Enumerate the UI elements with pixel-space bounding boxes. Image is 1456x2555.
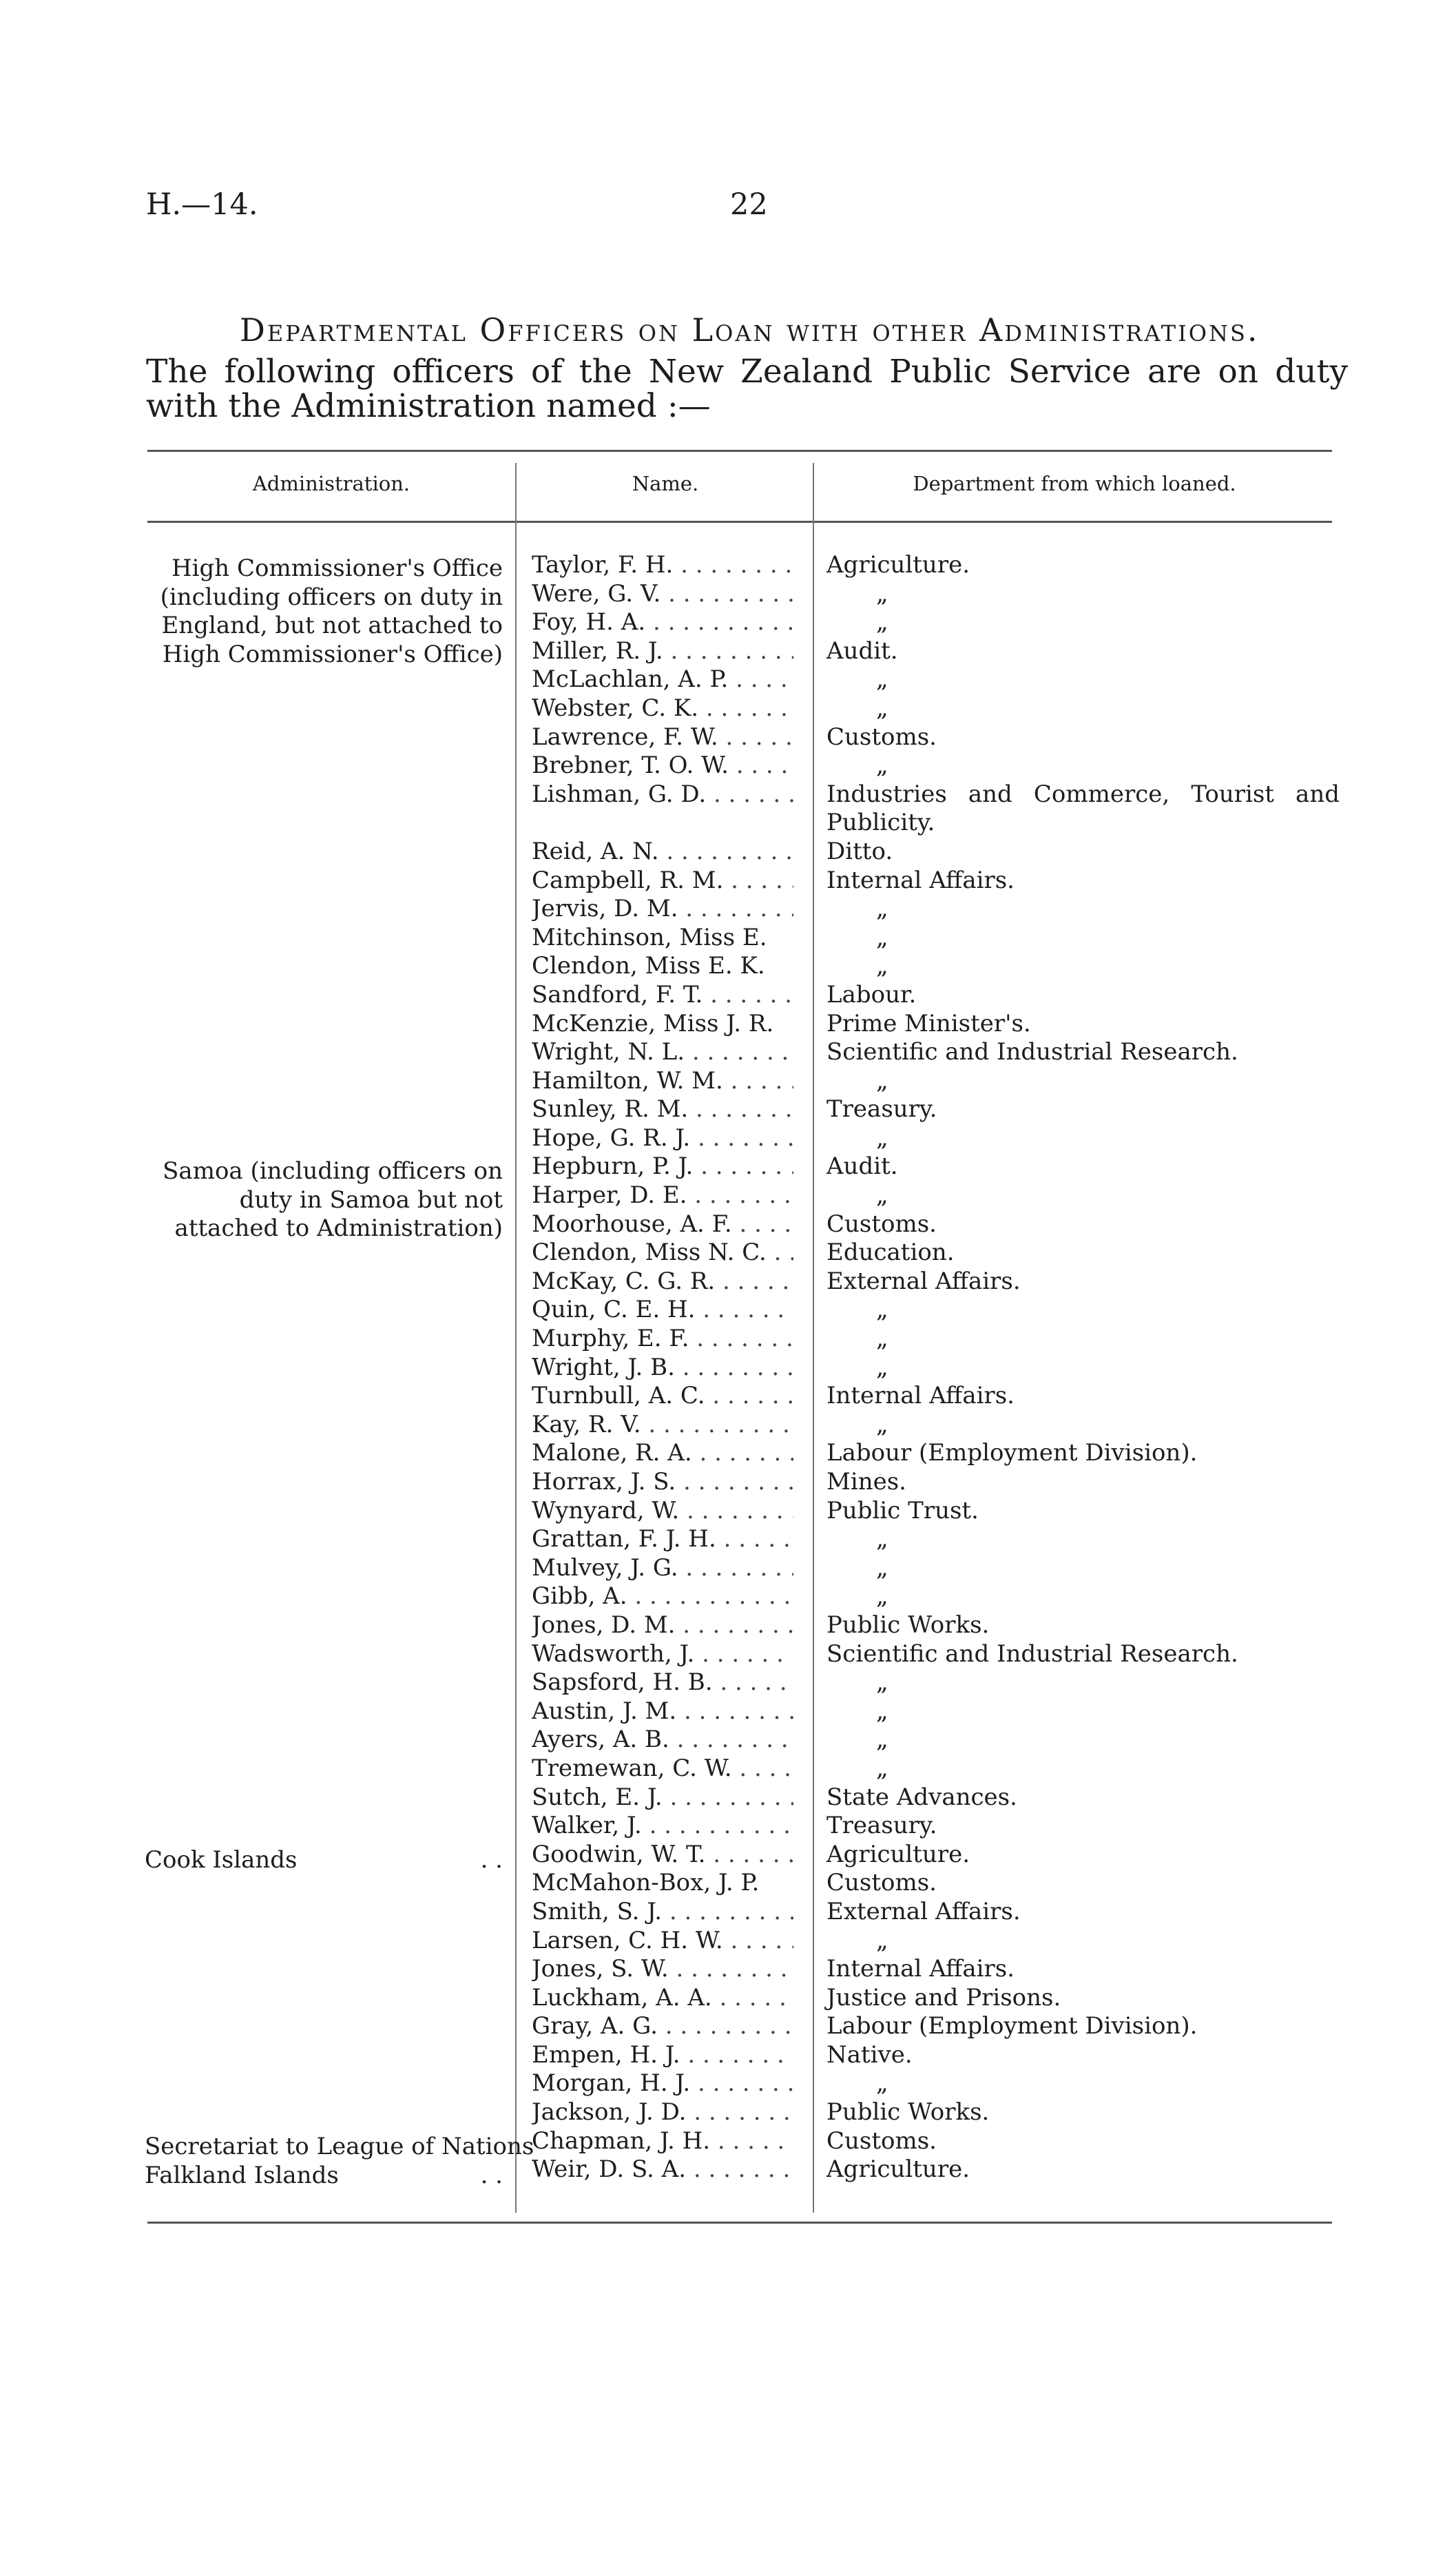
loaning-department: „: [876, 1754, 888, 1782]
officer-name: Webster, C. K. . . .: [532, 694, 793, 723]
officer-name: Goodwin, W. T. . . .: [532, 1841, 793, 1870]
loaning-department: Public Trust.: [826, 1496, 979, 1524]
loaning-department: Public Works.: [826, 1611, 990, 1639]
loaning-department: „: [876, 1525, 888, 1553]
loaning-department: „: [876, 1410, 888, 1438]
officer-name: Austin, J. M. . . .: [532, 1697, 793, 1726]
table-row: [0, 1841, 1456, 1870]
table-row: [0, 1038, 1456, 1067]
officer-name: Moorhouse, A. F. . . .: [532, 1210, 793, 1239]
officer-name: Ayers, A. B. . . .: [532, 1726, 793, 1755]
table-row: [0, 1668, 1456, 1697]
officer-name: Mulvey, J. G. . . .: [532, 1554, 793, 1583]
table-row: [0, 1468, 1456, 1497]
officer-name: Hamilton, W. M. . . .: [532, 1067, 793, 1096]
table-row: [0, 867, 1456, 896]
officer-name: Smith, S. J. . . .: [532, 1898, 793, 1927]
loaning-department: Customs.: [826, 723, 937, 751]
officer-name: Gray, A. G. . . .: [532, 2012, 793, 2041]
table-row: [0, 1783, 1456, 1812]
loaning-department: „: [876, 579, 888, 608]
table-row: [0, 1268, 1456, 1296]
officer-name: Clendon, Miss N. C. . . .: [532, 1239, 793, 1268]
officer-name: Sapsford, H. B. . . .: [532, 1668, 793, 1697]
group-cook-islands-label: Cook Islands: [145, 1846, 298, 1874]
loaning-department: „: [876, 1553, 888, 1582]
table-row: [0, 1067, 1456, 1096]
table-row: [0, 1640, 1456, 1669]
group-samoa: Samoa (including officers on duty in Samoa but not attached to Administration): [163, 1157, 503, 1243]
table-row: [0, 1497, 1456, 1526]
table-row: [0, 1325, 1456, 1354]
officer-name: McLachlan, A. P. . . .: [532, 665, 793, 694]
intro-paragraph: The following officers of the New Zealand Public Service are on duty with the Administration named :—: [146, 353, 1348, 425]
loaning-department: „: [876, 752, 888, 780]
table-row: [0, 1239, 1456, 1268]
officer-name: Malone, R. A. . . .: [532, 1439, 793, 1468]
loaning-department: Internal Affairs.: [826, 1955, 1015, 1983]
officer-name: Mitchinson, Miss E.: [532, 923, 767, 951]
column-header-administration: Administration.: [252, 472, 410, 495]
officer-name: Weir, D. S. A. . . .: [532, 2155, 793, 2184]
loaning-department: „: [876, 608, 888, 637]
loaning-department: Audit.: [826, 637, 898, 665]
loaning-department: „: [876, 2069, 888, 2098]
table-row: [0, 981, 1456, 1010]
loaning-department: Agriculture.: [826, 2155, 970, 2184]
officer-table-body: [0, 551, 1456, 2184]
loaning-department: „: [876, 895, 888, 923]
column-header-name: Name.: [632, 472, 699, 495]
officer-name: Chapman, J. H. . . .: [532, 2127, 793, 2156]
officer-name: Sunley, R. M. . . .: [532, 1095, 793, 1124]
table-row: [0, 1554, 1456, 1583]
officer-name: Horrax, J. S. . . .: [532, 1468, 793, 1497]
loaning-department: Scientific and Industrial Research.: [826, 1639, 1238, 1668]
loaning-department: Labour.: [826, 980, 917, 1008]
table-row: [0, 752, 1456, 780]
officer-name: Brebner, T. O. W. . . .: [532, 752, 793, 780]
loaning-department: „: [876, 923, 888, 951]
officer-name: Were, G. V. . . .: [532, 580, 793, 609]
officer-name: Murphy, E. F. . . .: [532, 1325, 793, 1354]
table-row: [0, 1869, 1456, 1898]
table-row: [0, 637, 1456, 666]
table-row: [0, 1181, 1456, 1210]
leader-dots: . .: [480, 2162, 503, 2189]
officer-name: Walker, J. . . .: [532, 1812, 793, 1841]
group-league-of-nations: Secretariat to League of Nations: [145, 2133, 534, 2160]
loaning-department: Education.: [826, 1239, 955, 1267]
officer-name: Hepburn, P. J. . . .: [532, 1152, 793, 1181]
column-header-department: Department from which loaned.: [913, 472, 1236, 495]
officer-name: Hope, G. R. J. . . .: [532, 1124, 793, 1153]
loaning-department: „: [876, 1582, 888, 1611]
table-row: [0, 694, 1456, 723]
table-row: [0, 1210, 1456, 1239]
table-row: [0, 1354, 1456, 1383]
loaning-department: Agriculture.: [826, 1840, 970, 1868]
table-row: [0, 1095, 1456, 1124]
table-row: [0, 952, 1456, 981]
loaning-department: State Advances.: [826, 1783, 1017, 1811]
officer-name: Lishman, G. D. . . .: [532, 780, 793, 809]
table-row: [0, 2155, 1456, 2184]
table-row: [0, 2041, 1456, 2070]
table-row: [0, 1152, 1456, 1181]
officer-name: Campbell, R. M. . . .: [532, 867, 793, 896]
officer-name: Grattan, F. J. H. . . .: [532, 1525, 793, 1554]
officer-name: Wadsworth, J. . . .: [532, 1640, 793, 1669]
loaning-department: „: [876, 1926, 888, 1954]
loaning-department: External Affairs.: [826, 1267, 1021, 1295]
table-row: [0, 580, 1456, 609]
table-row: [0, 1755, 1456, 1783]
leader-dots: . .: [480, 1846, 503, 1874]
officer-name: McMahon-Box, J. P.: [532, 1869, 760, 1897]
loaning-department: Customs.: [826, 2127, 937, 2155]
officer-name: Wright, N. L. . . .: [532, 1038, 793, 1067]
loaning-department: „: [876, 1668, 888, 1697]
table-row: [0, 551, 1456, 580]
table-row: [0, 1525, 1456, 1554]
loaning-department: Industries and Commerce, Tourist and Publicity.: [826, 780, 1340, 837]
table-row: [0, 2098, 1456, 2127]
loaning-department: Scientific and Industrial Research.: [826, 1038, 1238, 1066]
table-row: [0, 1439, 1456, 1468]
officer-name: Kay, R. V. . . .: [532, 1411, 793, 1440]
table-row: [0, 895, 1456, 924]
officer-name: Miller, R. J. . . .: [532, 637, 793, 666]
officer-name: Jones, S. W. . . .: [532, 1955, 793, 1984]
loaning-department: Audit.: [826, 1152, 898, 1181]
table-row: [0, 2069, 1456, 2098]
table-header-rule: [147, 521, 1332, 523]
table-row: [0, 723, 1456, 752]
loaning-department: Treasury.: [826, 1095, 937, 1124]
table-row: [0, 2012, 1456, 2041]
officer-name: Lawrence, F. W. . . .: [532, 723, 793, 752]
table-row: [0, 1812, 1456, 1841]
loaning-department: Customs.: [826, 1869, 937, 1897]
table-row: [0, 1010, 1456, 1039]
loaning-department: Internal Affairs.: [826, 1382, 1015, 1410]
loaning-department: Customs.: [826, 1210, 937, 1238]
officer-name: Clendon, Miss E. K.: [532, 952, 765, 980]
table-row: [0, 665, 1456, 694]
officer-name: Taylor, F. H. . . .: [532, 551, 793, 580]
table-row: [0, 1927, 1456, 1956]
page-number: 22: [730, 187, 768, 222]
loaning-department: „: [876, 1325, 888, 1353]
officer-name: Turnbull, A. C. . . .: [532, 1382, 793, 1411]
page-title: Departmental Officers on Loan with other Administrations.: [240, 311, 1260, 349]
loaning-department: Ditto.: [826, 837, 893, 865]
loaning-department: „: [876, 1066, 888, 1095]
table-row: [0, 1124, 1456, 1153]
table-top-rule: [147, 450, 1332, 452]
loaning-department: „: [876, 1181, 888, 1210]
loaning-department: „: [876, 1726, 888, 1754]
officer-name: Larsen, C. H. W. . . .: [532, 1927, 793, 1956]
officer-name: Wright, J. B. . . .: [532, 1354, 793, 1383]
officer-name: Quin, C. E. H. . . .: [532, 1296, 793, 1325]
officer-name: Tremewan, C. W. . . .: [532, 1755, 793, 1783]
officer-name: McKay, C. G. R. . . .: [532, 1268, 793, 1296]
loaning-department: „: [876, 665, 888, 694]
group-high-commissioner: High Commissioner's Office (including officers on duty in England, but not attached to High Commissioner's Office): [160, 555, 503, 668]
table-bottom-rule: [147, 2222, 1332, 2224]
officer-name: Morgan, H. J. . . .: [532, 2069, 793, 2098]
officer-name: Harper, D. E. . . .: [532, 1181, 793, 1210]
table-row: [0, 780, 1456, 838]
table-row: [0, 838, 1456, 867]
officer-name: Sandford, F. T. . . .: [532, 981, 793, 1010]
loaning-department: „: [876, 694, 888, 722]
loaning-department: Labour (Employment Division).: [826, 2012, 1198, 2040]
officer-name: McKenzie, Miss J. R.: [532, 1009, 774, 1037]
officer-name: Reid, A. N. . . .: [532, 838, 793, 867]
loaning-department: „: [876, 1124, 888, 1152]
table-row: [0, 1611, 1456, 1640]
loaning-department: Justice and Prisons.: [826, 1983, 1061, 2011]
table-row: [0, 1296, 1456, 1325]
loaning-department: Agriculture.: [826, 551, 970, 579]
table-row: [0, 1582, 1456, 1611]
loaning-department: Internal Affairs.: [826, 866, 1015, 894]
loaning-department: External Affairs.: [826, 1897, 1021, 1925]
table-row: [0, 608, 1456, 637]
loaning-department: „: [876, 1296, 888, 1324]
loaning-department: „: [876, 952, 888, 980]
table-row: [0, 1726, 1456, 1755]
table-row: [0, 1697, 1456, 1726]
officer-name: Jervis, D. M. . . .: [532, 895, 793, 924]
table-row: [0, 2127, 1456, 2156]
table-row: [0, 1955, 1456, 1984]
table-row: [0, 1984, 1456, 2013]
officer-name: Foy, H. A. . . .: [532, 608, 793, 637]
officer-name: Jones, D. M. . . .: [532, 1611, 793, 1640]
loaning-department: Mines.: [826, 1468, 906, 1496]
loaning-department: Prime Minister's.: [826, 1009, 1031, 1037]
loaning-department: Treasury.: [826, 1812, 937, 1840]
loaning-department: Public Works.: [826, 2098, 990, 2127]
officer-name: Jackson, J. D. . . .: [532, 2098, 793, 2127]
officer-name: Empen, H. J. . . .: [532, 2041, 793, 2070]
loaning-department: „: [876, 1697, 888, 1725]
table-row: [0, 1382, 1456, 1411]
table-row: [0, 1898, 1456, 1927]
loaning-department: Native.: [826, 2040, 913, 2069]
document-reference: H.—14.: [146, 187, 258, 222]
officer-name: Gibb, A. . . .: [532, 1582, 793, 1611]
loaning-department: Labour (Employment Division).: [826, 1439, 1198, 1467]
officer-name: Luckham, A. A. . . .: [532, 1984, 793, 2013]
loaning-department: „: [876, 1353, 888, 1381]
officer-name: Sutch, E. J. . . .: [532, 1783, 793, 1812]
table-row: [0, 1411, 1456, 1440]
table-row: [0, 924, 1456, 953]
officer-name: Wynyard, W. . . .: [532, 1497, 793, 1526]
group-falkland-islands-label: Falkland Islands: [145, 2162, 339, 2189]
